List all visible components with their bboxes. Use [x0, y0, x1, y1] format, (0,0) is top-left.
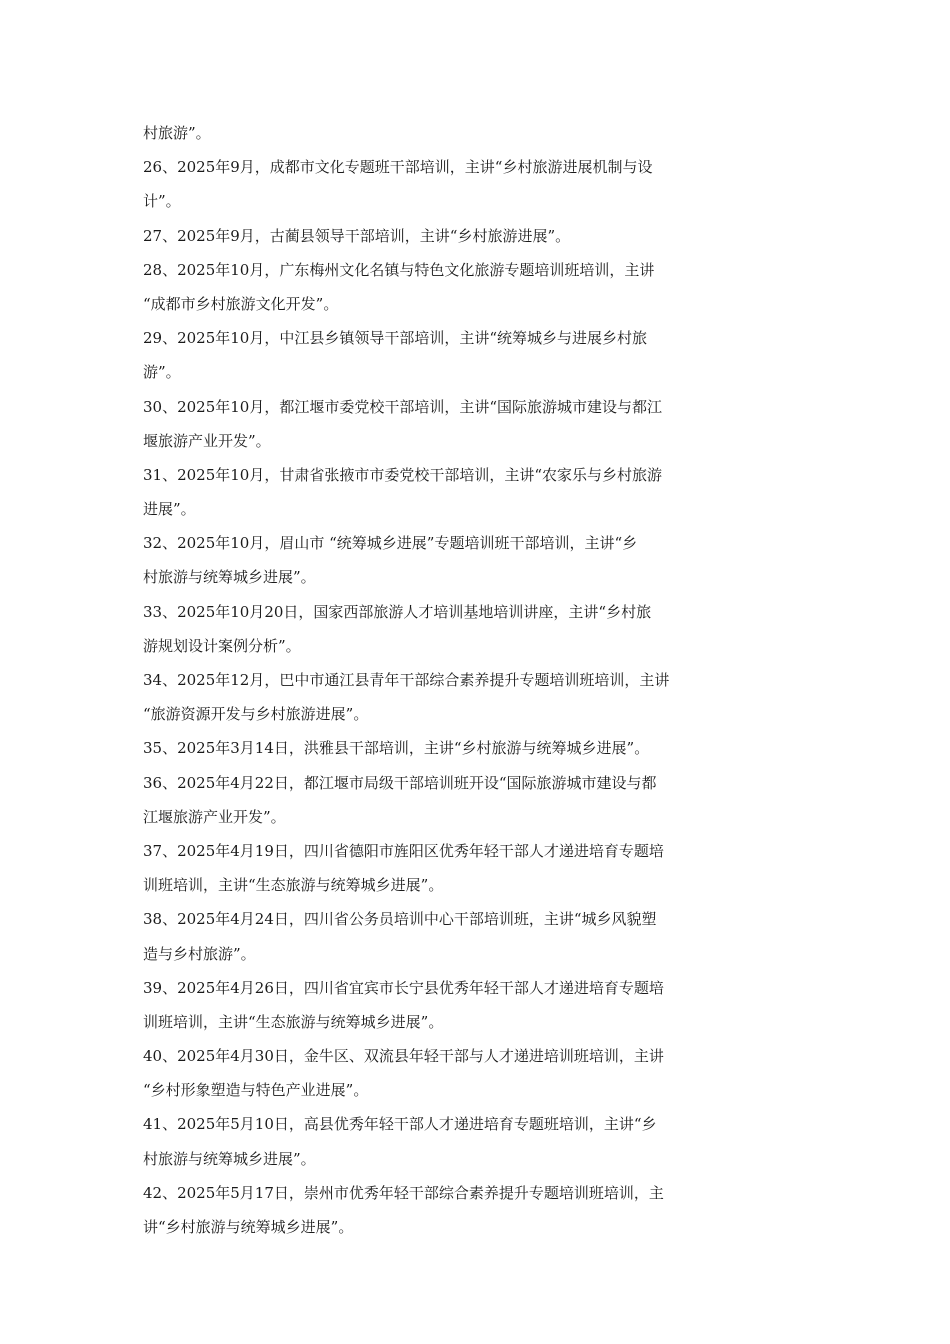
- text-line: 训班培训，主讲“生态旅游与统筹城乡进展”。: [143, 876, 444, 895]
- text-line: 28、2025年10月，广东梅州文化名镇与特色文化旅游专题培训班培训，主讲: [143, 260, 655, 279]
- text-line: 27、2025年9月，古蔺县领导干部培训，主讲“乡村旅游进展”。: [143, 226, 571, 245]
- text-line: 江堰旅游产业开发”。: [143, 807, 286, 826]
- text-line: 游规划设计案例分析”。: [143, 636, 301, 655]
- text-line: 造与乡村旅游”。: [143, 944, 256, 963]
- text-line: “乡村形象塑造与特色产业进展”。: [143, 1081, 369, 1100]
- text-line: “成都市乡村旅游文化开发”。: [143, 294, 339, 313]
- text-line: 讲“乡村旅游与统筹城乡进展”。: [143, 1218, 354, 1236]
- text-line: 35、2025年3月14日，洪雅县干部培训，主讲“乡村旅游与统筹城乡进展”。: [143, 739, 650, 758]
- text-line: 41、2025年5月10日，高县优秀年轻干部人才递进培育专题班培训，主讲“乡: [143, 1115, 657, 1134]
- text-line: 37、2025年4月19日，四川省德阳市旌阳区优秀年轻干部人才递进培育专题培: [143, 841, 664, 860]
- text-line: 村旅游与统筹城乡进展”。: [143, 568, 316, 587]
- text-line: 33、2025年10月20日，国家西部旅游人才培训基地培训讲座，主讲“乡村旅: [143, 602, 652, 621]
- text-line: 31、2025年10月，甘肃省张掖市市委党校干部培训，主讲“农家乐与乡村旅游: [143, 465, 663, 484]
- text-line: 训班培训，主讲“生态旅游与统筹城乡进展”。: [143, 1012, 444, 1031]
- text-line: 39、2025年4月26日，四川省宜宾市长宁县优秀年轻干部人才递进培育专题培: [143, 978, 664, 997]
- text-line: 游”。: [143, 363, 181, 382]
- text-line: 32、2025年10月，眉山市 “统筹城乡进展”专题培训班干部培训，主讲“乡: [143, 534, 638, 553]
- text-line: 村旅游”。: [143, 124, 211, 142]
- text-line: 30、2025年10月，都江堰市委党校干部培训，主讲“国际旅游城市建设与都江: [143, 397, 663, 416]
- text-line: 村旅游与统筹城乡进展”。: [143, 1149, 316, 1168]
- text-line: “旅游资源开发与乡村旅游进展”。: [143, 705, 369, 724]
- text-line: 38、2025年4月24日，四川省公务员培训中心干部培训班，主讲“城乡风貌塑: [143, 910, 657, 929]
- document-page: [143, 116, 743, 1244]
- text-line: 计”。: [143, 192, 181, 211]
- text-line: 36、2025年4月22日，都江堰市局级干部培训班开设“国际旅游城市建设与都: [143, 773, 657, 792]
- text-line: 34、2025年12月，巴中市通江县青年干部综合素养提升专题培训班培训，主讲: [143, 671, 670, 689]
- text-line: 进展”。: [143, 500, 196, 519]
- text-line: 堰旅游产业开发”。: [143, 431, 271, 450]
- text-line: 26、2025年9月，成都市文化专题班干部培训，主讲“乡村旅游进展机制与设: [143, 158, 653, 177]
- text-line: 29、2025年10月，中江县乡镇领导干部培训，主讲“统筹城乡与进展乡村旅: [143, 329, 648, 348]
- text-line: 42、2025年5月17日，崇州市优秀年轻干部综合素养提升专题培训班培训，主: [143, 1183, 664, 1202]
- text-line: 40、2025年4月30日，金牛区、双流县年轻干部与人才递进培训班培训，主讲: [143, 1047, 664, 1066]
